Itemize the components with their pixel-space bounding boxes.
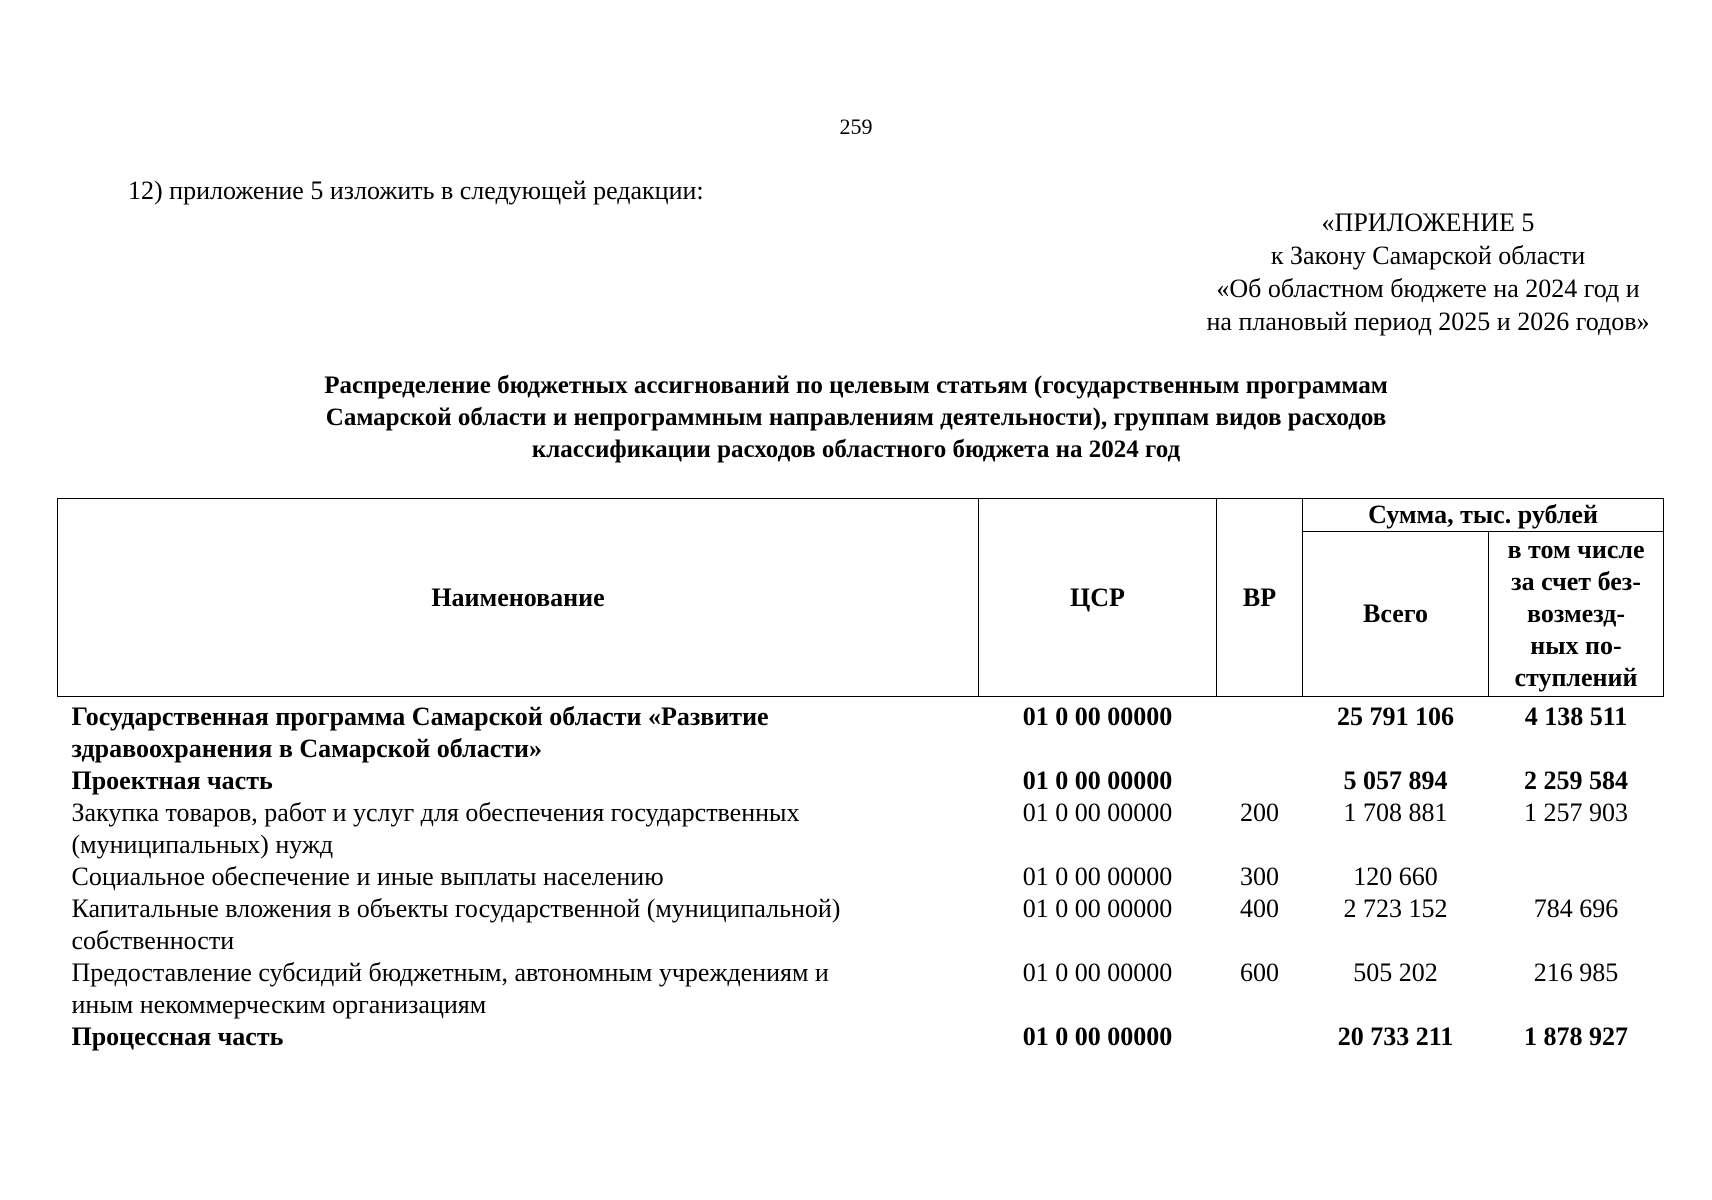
table-row [58,797,1664,861]
title-line: Самарской области и непрограммным направлениям деятельности), группам видов расходов [325,404,1387,431]
row-name-line: Предоставление субсидий бюджетным, автономным учреждениям и [71,958,829,987]
header-name: Наименование [58,499,979,697]
row-total: 2 723 152 [1343,894,1448,923]
header-including-grants [1489,532,1664,697]
row-incl: 1 878 927 [1524,1022,1628,1051]
row-incl: 216 985 [1533,958,1619,987]
table-body [58,697,1664,1054]
row-csr: 01 0 00 00000 [1022,766,1173,795]
row-csr: 01 0 00 00000 [1022,1022,1173,1051]
intro-text: 12) приложение 5 изложить в следующей редакции: [128,176,704,205]
header-total: Всего [1303,532,1489,697]
page-number: 259 [839,114,873,139]
row-name-line: иным некоммерческим организациям [71,990,487,1019]
row-vr [1217,765,1303,797]
header-sum-group: Сумма, тыс. рублей [1303,499,1664,532]
row-vr: 300 [1240,862,1279,891]
row-total: 5 057 894 [1343,766,1448,795]
appendix-heading [1140,206,1712,338]
table-row [58,861,1664,893]
row-name-line: Процессная часть [71,1022,284,1051]
row-total: 25 791 106 [1337,702,1454,731]
row-vr [1217,697,1303,766]
appendix-line: к Закону Самарской области [1270,241,1586,270]
row-name [58,957,979,1021]
row-incl: 1 257 903 [1524,798,1628,827]
row-incl: 784 696 [1533,894,1619,923]
header-incl-line: ных по- [1530,631,1622,660]
row-csr: 01 0 00 00000 [1022,958,1173,987]
header-vr: ВР [1217,499,1303,697]
header-incl-line: возмезд- [1527,599,1625,628]
row-name [58,797,979,861]
row-name-line: Социальное обеспечение и иные выплаты населению [71,862,664,891]
row-name-line: собственности [71,926,235,955]
appendix-line: «Об областном бюджете на 2024 год и [1216,274,1640,303]
row-csr: 01 0 00 00000 [1022,894,1173,923]
row-vr: 200 [1240,798,1279,827]
row-total: 505 202 [1353,958,1438,987]
row-total: 20 733 211 [1337,1022,1454,1051]
table-row [58,893,1664,957]
table-row [58,697,1664,766]
row-name [58,765,979,797]
table-row [58,957,1664,1021]
row-vr: 400 [1240,894,1279,923]
row-name [58,697,979,766]
appendix-line: на плановый период 2025 и 2026 годов» [1206,307,1650,336]
table-row [58,765,1664,797]
row-csr: 01 0 00 00000 [1022,798,1173,827]
header-incl-line: ступлений [1514,663,1638,692]
row-incl [1489,861,1664,893]
row-name-line: Капитальные вложения в объекты государственной (муниципальной) [71,894,841,923]
row-name [58,893,979,957]
row-incl: 4 138 511 [1524,702,1628,731]
header-incl-line: в том числе [1507,535,1645,564]
row-vr: 600 [1240,958,1279,987]
row-csr: 01 0 00 00000 [1022,862,1173,891]
table-header [58,499,1664,697]
row-total: 1 708 881 [1343,798,1448,827]
header-csr: ЦСР [979,499,1217,697]
row-csr: 01 0 00 00000 [1022,702,1173,731]
row-name-line: Государственная программа Самарской области «Развитие [71,702,769,731]
title-line: классификации расходов областного бюджета на 2024 год [531,436,1181,463]
budget-table [57,498,1664,1053]
row-name-line: Проектная часть [71,766,273,795]
appendix-line: «ПРИЛОЖЕНИЕ 5 [1321,208,1535,237]
row-name [58,861,979,893]
document-title [0,370,1712,466]
row-name [58,1021,979,1053]
header-incl-line: за счет без- [1511,567,1641,596]
table-row [58,1021,1664,1053]
row-name-line: здравоохранения в Самарской области» [71,734,543,763]
row-total: 120 660 [1353,862,1438,891]
row-vr [1217,1021,1303,1053]
row-name-line: Закупка товаров, работ и услуг для обеспечения государственных [71,798,800,827]
title-line: Распределение бюджетных ассигнований по целевым статьям (государственным программам [324,372,1388,399]
row-incl: 2 259 584 [1524,766,1628,795]
row-name-line: (муниципальных) нужд [71,830,334,859]
